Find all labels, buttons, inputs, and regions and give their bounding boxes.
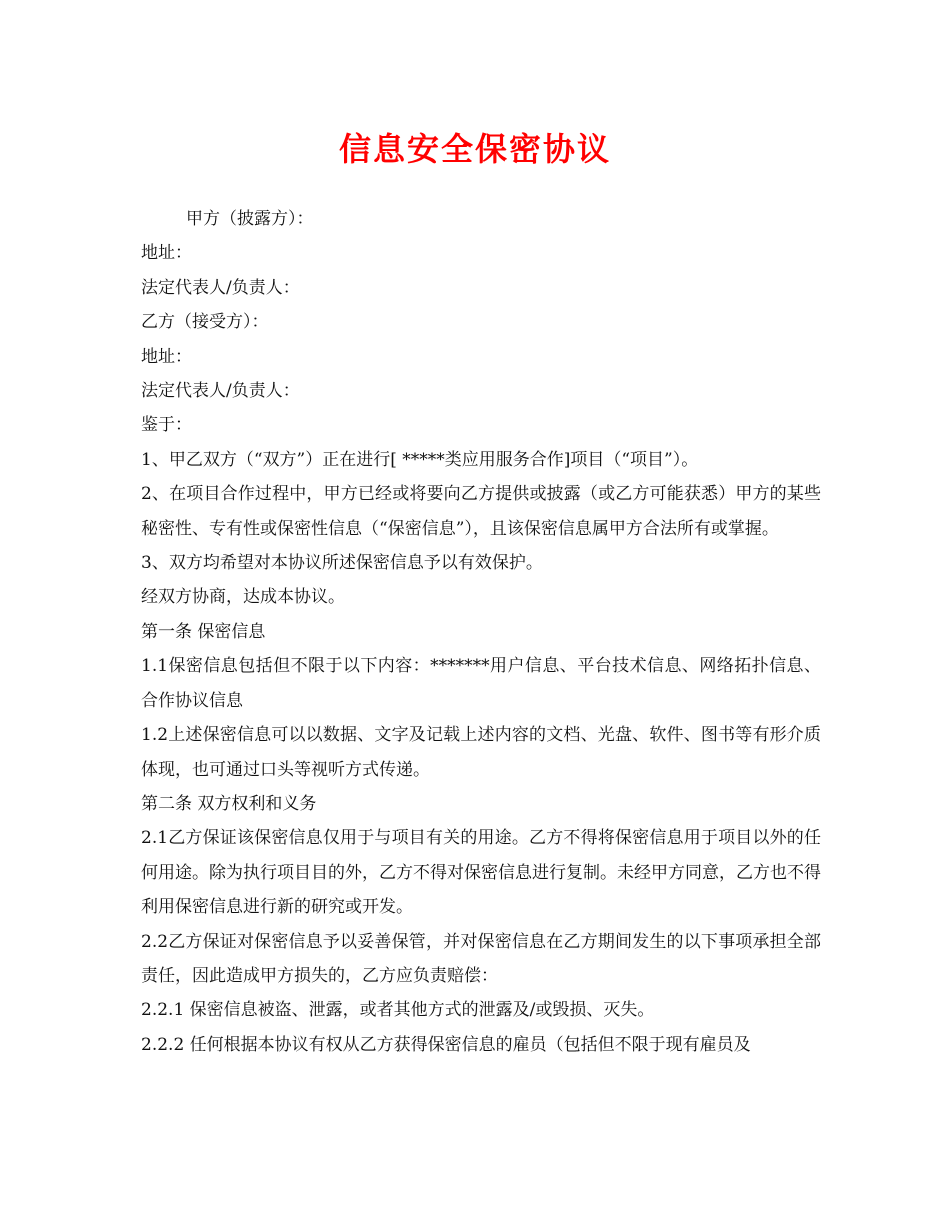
whereas-clause-2: 2、在项目合作过程中，甲方已经或将要向乙方提供或披露（或乙方可能获悉）甲方的某些秘密性、专有性或保密性信息（“保密信息”），且该保密信息属甲方合法所有或掌握。	[141, 484, 821, 539]
clause-1-2: 1.2上述保密信息可以以数据、文字及记载上述内容的文档、光盘、软件、图书等有形介质体现，也可通过口头等视听方式传递。	[141, 725, 821, 780]
party-a-line: 甲方（披露方）：	[186, 209, 314, 229]
whereas-clause-1: 1、甲乙双方（“双方”）正在进行[ *****类应用服务合作]项目（“项目”）。	[141, 449, 699, 470]
whereas-clause-3: 3、双方均希望对本协议所述保密信息予以有效保护。	[141, 553, 543, 574]
party-b-representative: 法定代表人/负责人：	[141, 381, 300, 402]
party-a-address: 地址：	[141, 243, 192, 264]
article-1-heading: 第一条 保密信息	[141, 621, 266, 642]
clause-1-1: 1.1保密信息包括但不限于以下内容：*******用户信息、平台技术信息、网络拓扑信息、合作协议信息	[141, 656, 821, 711]
document-body	[141, 202, 821, 1062]
agreement-statement: 经双方协商，达成本协议。	[141, 587, 345, 608]
party-b-address: 地址：	[141, 346, 192, 367]
clause-2-2: 2.2乙方保证对保密信息予以妥善保管，并对保密信息在乙方期间发生的以下事项承担全部责任，因此造成甲方损失的，乙方应负责赔偿：	[141, 931, 821, 986]
clause-2-2-1: 2.2.1 保密信息被盗、泄露，或者其他方式的泄露及/或毁损、灭失。	[141, 1000, 655, 1021]
party-a-representative: 法定代表人/负责人：	[141, 277, 300, 298]
clause-2-2-2: 2.2.2 任何根据本协议有权从乙方获得保密信息的雇员（包括但不限于现有雇员及	[141, 1034, 751, 1055]
article-2-heading: 第二条 双方权利和义务	[141, 793, 317, 814]
whereas-heading: 鉴于：	[141, 415, 192, 436]
document-title: 信息安全保密协议	[338, 130, 611, 168]
party-b-line: 乙方（接受方）：	[141, 312, 269, 333]
clause-2-1: 2.1乙方保证该保密信息仅用于与项目有关的用途。乙方不得将保密信息用于项目以外的任何用途。除为执行项目目的外，乙方不得对保密信息进行复制。未经甲方同意，乙方也不得利用保密信息进行新的研究或开发。	[141, 828, 821, 918]
